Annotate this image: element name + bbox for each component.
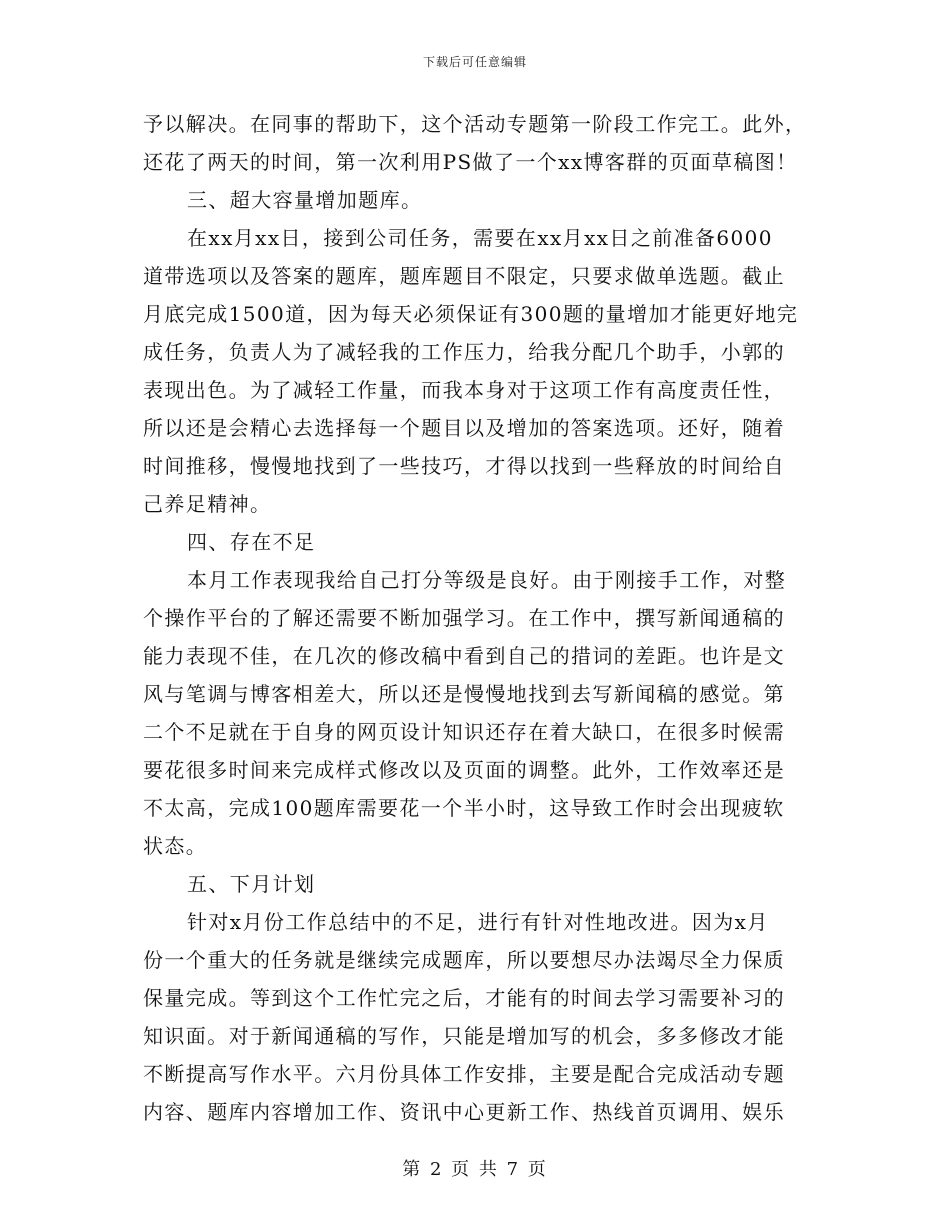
text-line: 不太高，完成100题库需要花一个半小时，这导致工作时会出现疲软 — [143, 796, 785, 820]
text-line: 不断提高写作水平。六月份具体工作安排，主要是配合完成活动专题 — [143, 1062, 785, 1086]
document-body — [143, 105, 809, 1131]
text-line: 保量完成。等到这个工作忙完之后，才能有的时间去学习需要补习的 — [143, 986, 785, 1010]
text-line: 表现出色。为了减轻工作量，而我本身对于这项工作有高度责任性， — [143, 378, 785, 402]
text-line: 五、下月计划 — [187, 872, 316, 896]
text-line: 能力表现不佳，在几次的修改稿中看到自己的措词的差距。也许是文 — [143, 644, 785, 668]
text-line: 份一个重大的任务就是继续完成题库，所以要想尽办法竭尽全力保质 — [143, 948, 785, 972]
text-line: 道带选项以及答案的题库，题库题目不限定，只要求做单选题。截止 — [143, 264, 785, 288]
text-line: 本月工作表现我给自己打分等级是良好。由于刚接手工作，对整 — [187, 568, 787, 592]
text-line: 二个不足就在于自身的网页设计知识还存在着大缺口，在很多时候需 — [143, 720, 785, 744]
text-line: 成任务，负责人为了减轻我的工作压力，给我分配几个助手，小郭的 — [143, 340, 785, 364]
text-line: 风与笔调与博客相差大，所以还是慢慢地找到去写新闻稿的感觉。第 — [143, 682, 785, 706]
text-line: 予以解决。在同事的帮助下，这个活动专题第一阶段工作完工。此外， — [143, 112, 807, 136]
text-line: 状态。 — [143, 834, 208, 858]
text-line: 个操作平台的了解还需要不断加强学习。在工作中，撰写新闻通稿的 — [143, 606, 785, 630]
text-line: 要花很多时间来完成样式修改以及页面的调整。此外，工作效率还是 — [143, 758, 785, 782]
text-line: 时间推移，慢慢地找到了一些技巧，才得以找到一些释放的时间给自 — [143, 454, 785, 478]
text-line: 针对x月份工作总结中的不足，进行有针对性地改进。因为x月 — [187, 910, 769, 934]
text-line: 三、超大容量增加题库。 — [187, 188, 423, 212]
text-line: 在xx月xx日，接到公司任务，需要在xx月xx日之前准备6000 — [187, 226, 773, 250]
text-line: 所以还是会精心去选择每一个题目以及增加的答案选项。还好，随着 — [143, 416, 785, 440]
text-line: 己养足精神。 — [143, 492, 272, 516]
text-line: 知识面。对于新闻通稿的写作，只能是增加写的机会，多多修改才能 — [143, 1024, 785, 1048]
page-footer: 第 2 页 共 7 页 — [402, 1159, 548, 1180]
page-header: 下载后可任意编辑 — [422, 55, 527, 69]
text-line: 内容、题库内容增加工作、资讯中心更新工作、热线首页调用、娱乐 — [143, 1100, 785, 1124]
text-line: 四、存在不足 — [187, 530, 316, 554]
text-line: 月底完成1500道，因为每天必须保证有300题的量增加才能更好地完 — [143, 302, 799, 326]
text-line: 还花了两天的时间，第一次利用PS做了一个xx博客群的页面草稿图！ — [143, 150, 798, 174]
